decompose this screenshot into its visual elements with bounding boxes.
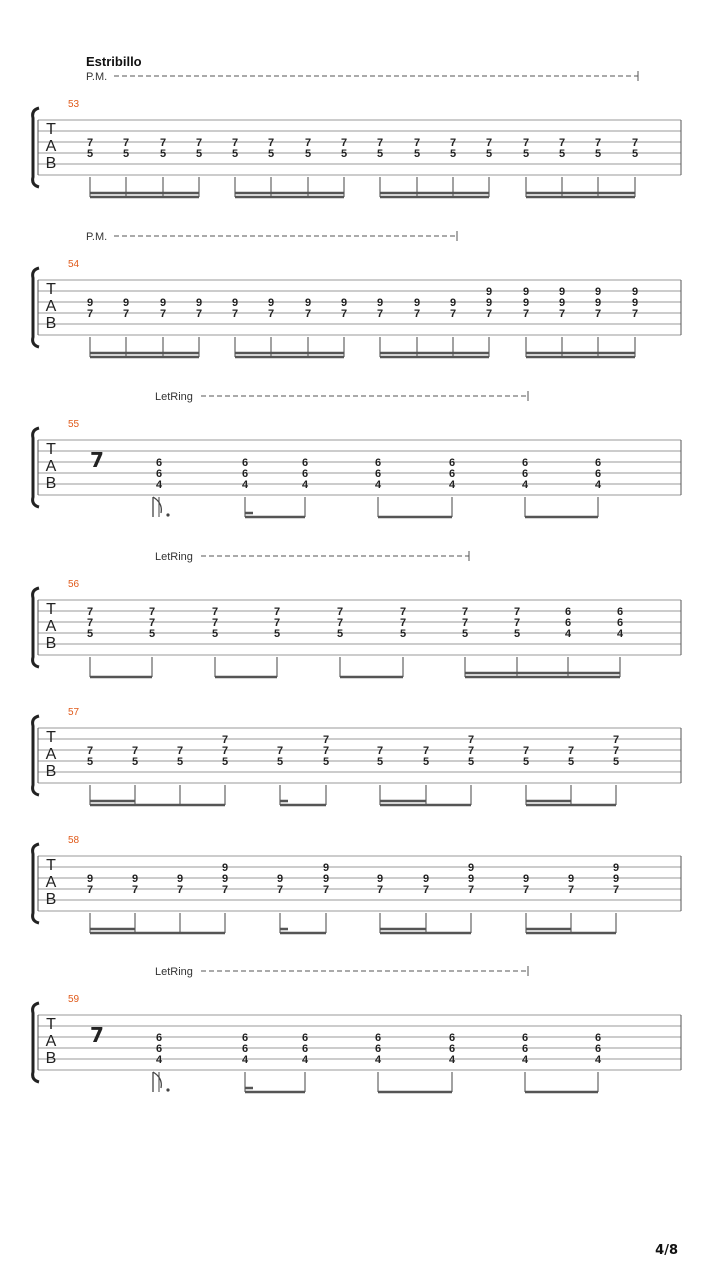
fret-number: 7 — [413, 308, 421, 320]
fret-number: 9 — [612, 873, 620, 885]
fret-number: 7 — [485, 308, 493, 320]
let-ring-label: LetRing — [155, 391, 193, 403]
tab-system-59 — [33, 966, 681, 1092]
fret-number: 6 — [521, 1043, 529, 1055]
fret-number: 7 — [522, 884, 530, 896]
fret-number: 7 — [422, 745, 430, 757]
fret-number: 6 — [301, 1043, 309, 1055]
fret-number: 6 — [448, 457, 456, 469]
tab-system-57 — [33, 707, 681, 805]
fret-number: 6 — [448, 1032, 456, 1044]
tab-clef-letter: T — [46, 729, 56, 746]
fret-number: 5 — [122, 148, 130, 160]
fret-number: 6 — [374, 1032, 382, 1044]
fret-number: 9 — [304, 297, 312, 309]
fret-number: 7 — [131, 745, 139, 757]
fret-number: 9 — [221, 873, 229, 885]
fret-number: 7 — [376, 137, 384, 149]
fret-number: 7 — [522, 745, 530, 757]
fret-number: 6 — [241, 457, 249, 469]
fret-number: 7 — [461, 606, 469, 618]
fret-number: 4 — [374, 479, 382, 491]
fret-number: 7 — [513, 617, 521, 629]
tab-system-56 — [33, 551, 681, 677]
fret-number: 9 — [449, 297, 457, 309]
let-ring-label: LetRing — [155, 551, 193, 563]
fret-number: 5 — [612, 756, 620, 768]
tab-clef-letter: A — [45, 458, 57, 475]
fret-number: 5 — [267, 148, 275, 160]
fret-number: 9 — [231, 297, 239, 309]
fret-number: 5 — [449, 148, 457, 160]
fret-number: 7 — [221, 745, 229, 757]
fret-number: 9 — [485, 297, 493, 309]
fret-number: 7 — [422, 884, 430, 896]
fret-number: 7 — [221, 734, 229, 746]
fret-number: 6 — [241, 468, 249, 480]
fret-number: 7 — [86, 617, 94, 629]
fret-number: 5 — [513, 628, 521, 640]
tab-clef-letter: T — [46, 601, 56, 618]
fret-number: 7 — [467, 884, 475, 896]
fret-number: 7 — [631, 137, 639, 149]
fret-number: 9 — [340, 297, 348, 309]
fret-number: 5 — [567, 756, 575, 768]
fret-number: 9 — [522, 286, 530, 298]
palm-mute-label: P.M. — [86, 231, 108, 243]
fret-number: 7 — [467, 734, 475, 746]
fret-number: 7 — [631, 308, 639, 320]
fret-number: 7 — [86, 606, 94, 618]
fret-number: 9 — [122, 297, 130, 309]
fret-number: 9 — [631, 297, 639, 309]
fret-number: 9 — [195, 297, 203, 309]
duration-dot — [166, 513, 169, 516]
measure-number: 53 — [68, 99, 80, 110]
tab-clef-letter: T — [46, 121, 56, 138]
fret-number: 9 — [558, 297, 566, 309]
fret-number: 4 — [616, 628, 624, 640]
fret-number: 6 — [564, 606, 572, 618]
fret-number: 7 — [273, 617, 281, 629]
fret-number: 7 — [159, 308, 167, 320]
fret-number: 6 — [374, 457, 382, 469]
fret-number: 7 — [340, 308, 348, 320]
fret-number: 7 — [558, 308, 566, 320]
fret-number: 6 — [155, 1043, 163, 1055]
fret-number: 5 — [413, 148, 421, 160]
tab-clef-letter: A — [45, 874, 57, 891]
fret-number: 7 — [485, 137, 493, 149]
fret-number: 5 — [86, 148, 94, 160]
fret-number: 7 — [449, 137, 457, 149]
fret-number: 4 — [155, 1054, 163, 1066]
fret-number: 5 — [594, 148, 602, 160]
fret-number: 7 — [558, 137, 566, 149]
fret-number: 7 — [148, 617, 156, 629]
fret-number: 7 — [376, 745, 384, 757]
fret-number: 7 — [131, 884, 139, 896]
fret-number: 4 — [374, 1054, 382, 1066]
fret-number: 6 — [594, 457, 602, 469]
fret-number: 7 — [211, 617, 219, 629]
fret-number: 6 — [301, 468, 309, 480]
fret-number: 7 — [159, 137, 167, 149]
fret-number: 5 — [176, 756, 184, 768]
eighth-rest-symbol: 7 — [90, 448, 104, 472]
measure-number: 58 — [68, 835, 80, 846]
fret-number: 5 — [211, 628, 219, 640]
eighth-flag — [153, 1072, 161, 1092]
eighth-flag — [153, 497, 161, 517]
fret-number: 9 — [86, 297, 94, 309]
fret-number: 5 — [221, 756, 229, 768]
fret-number: 5 — [231, 148, 239, 160]
fret-number: 7 — [522, 308, 530, 320]
fret-number: 7 — [567, 745, 575, 757]
tab-clef-letter: A — [45, 138, 57, 155]
fret-number: 7 — [413, 137, 421, 149]
fret-number: 7 — [304, 137, 312, 149]
fret-number: 7 — [231, 137, 239, 149]
fret-number: 9 — [558, 286, 566, 298]
fret-number: 5 — [467, 756, 475, 768]
fret-number: 7 — [122, 137, 130, 149]
fret-number: 9 — [485, 286, 493, 298]
fret-number: 5 — [376, 756, 384, 768]
fret-number: 9 — [376, 297, 384, 309]
fret-number: 9 — [567, 873, 575, 885]
fret-number: 7 — [322, 734, 330, 746]
fret-number: 7 — [267, 137, 275, 149]
fret-number: 6 — [155, 457, 163, 469]
fret-number: 7 — [322, 745, 330, 757]
fret-number: 7 — [195, 137, 203, 149]
measure-number: 54 — [68, 259, 80, 270]
fret-number: 7 — [449, 308, 457, 320]
fret-number: 7 — [461, 617, 469, 629]
fret-number: 7 — [304, 308, 312, 320]
fret-number: 7 — [176, 745, 184, 757]
tab-clef-letter: T — [46, 857, 56, 874]
fret-number: 7 — [399, 617, 407, 629]
fret-number: 7 — [122, 308, 130, 320]
fret-number: 9 — [522, 297, 530, 309]
fret-number: 7 — [86, 884, 94, 896]
fret-number: 7 — [376, 308, 384, 320]
fret-number: 5 — [195, 148, 203, 160]
fret-number: 4 — [301, 1054, 309, 1066]
tab-clef-letter: A — [45, 618, 57, 635]
tab-clef-letter: B — [45, 891, 57, 908]
fret-number: 9 — [413, 297, 421, 309]
fret-number: 7 — [467, 745, 475, 757]
fret-number: 5 — [631, 148, 639, 160]
fret-number: 6 — [594, 1043, 602, 1055]
fret-number: 7 — [594, 308, 602, 320]
fret-number: 6 — [448, 468, 456, 480]
fret-number: 5 — [522, 148, 530, 160]
fret-number: 7 — [86, 745, 94, 757]
tab-system-55 — [33, 391, 681, 517]
fret-number: 9 — [131, 873, 139, 885]
fret-number: 9 — [612, 862, 620, 874]
fret-number: 9 — [159, 297, 167, 309]
fret-number: 6 — [594, 468, 602, 480]
tab-clef-letter: A — [45, 1033, 57, 1050]
fret-number: 4 — [448, 479, 456, 491]
fret-number: 5 — [558, 148, 566, 160]
tab-clef-letter: T — [46, 1016, 56, 1033]
tab-clef-letter: B — [45, 1050, 57, 1067]
section-title: Estribillo — [86, 54, 142, 69]
fret-number: 6 — [241, 1032, 249, 1044]
fret-number: 9 — [322, 862, 330, 874]
tab-clef-letter: T — [46, 441, 56, 458]
measure-number: 56 — [68, 579, 80, 590]
fret-number: 5 — [485, 148, 493, 160]
fret-number: 4 — [241, 1054, 249, 1066]
fret-number: 5 — [336, 628, 344, 640]
fret-number: 6 — [564, 617, 572, 629]
fret-number: 6 — [521, 457, 529, 469]
fret-number: 4 — [301, 479, 309, 491]
fret-number: 5 — [86, 628, 94, 640]
fret-number: 9 — [176, 873, 184, 885]
fret-number: 9 — [267, 297, 275, 309]
fret-number: 6 — [521, 468, 529, 480]
fret-number: 4 — [448, 1054, 456, 1066]
fret-number: 7 — [273, 606, 281, 618]
fret-number: 9 — [422, 873, 430, 885]
tab-clef-letter: A — [45, 746, 57, 763]
fret-number: 7 — [522, 137, 530, 149]
fret-number: 7 — [612, 745, 620, 757]
fret-number: 9 — [522, 873, 530, 885]
fret-number: 5 — [422, 756, 430, 768]
tab-clef-letter: B — [45, 315, 57, 332]
fret-number: 6 — [155, 1032, 163, 1044]
fret-number: 7 — [148, 606, 156, 618]
fret-number: 5 — [273, 628, 281, 640]
fret-number: 9 — [86, 873, 94, 885]
fret-number: 7 — [322, 884, 330, 896]
fret-number: 7 — [86, 137, 94, 149]
fret-number: 4 — [594, 479, 602, 491]
fret-number: 6 — [616, 617, 624, 629]
tab-clef-letter: T — [46, 281, 56, 298]
fret-number: 7 — [276, 745, 284, 757]
fret-number: 7 — [276, 884, 284, 896]
fret-number: 7 — [267, 308, 275, 320]
fret-number: 9 — [467, 862, 475, 874]
tab-clef-letter: B — [45, 475, 57, 492]
fret-number: 5 — [276, 756, 284, 768]
fret-number: 5 — [131, 756, 139, 768]
fret-number: 6 — [374, 468, 382, 480]
fret-number: 6 — [241, 1043, 249, 1055]
fret-number: 5 — [322, 756, 330, 768]
fret-number: 5 — [461, 628, 469, 640]
fret-number: 6 — [374, 1043, 382, 1055]
fret-number: 9 — [631, 286, 639, 298]
fret-number: 7 — [594, 137, 602, 149]
fret-number: 6 — [301, 457, 309, 469]
tab-system-53 — [33, 71, 681, 197]
fret-number: 7 — [176, 884, 184, 896]
tab-clef-letter: B — [45, 635, 57, 652]
fret-number: 6 — [594, 1032, 602, 1044]
fret-number: 6 — [616, 606, 624, 618]
fret-number: 7 — [336, 606, 344, 618]
tab-clef-letter: B — [45, 763, 57, 780]
fret-number: 6 — [301, 1032, 309, 1044]
fret-number: 4 — [155, 479, 163, 491]
fret-number: 6 — [155, 468, 163, 480]
eighth-rest-symbol: 7 — [90, 1023, 104, 1047]
tab-system-54 — [33, 231, 681, 357]
measure-number: 57 — [68, 707, 80, 718]
fret-number: 7 — [195, 308, 203, 320]
fret-number: 4 — [564, 628, 572, 640]
fret-number: 5 — [148, 628, 156, 640]
page-number: 4/8 — [655, 1243, 678, 1258]
fret-number: 9 — [221, 862, 229, 874]
tab-clef-letter: A — [45, 298, 57, 315]
fret-number: 7 — [376, 884, 384, 896]
fret-number: 5 — [399, 628, 407, 640]
fret-number: 4 — [594, 1054, 602, 1066]
fret-number: 6 — [521, 1032, 529, 1044]
fret-number: 7 — [211, 606, 219, 618]
measure-number: 55 — [68, 419, 80, 430]
fret-number: 7 — [612, 884, 620, 896]
fret-number: 7 — [399, 606, 407, 618]
fret-number: 7 — [340, 137, 348, 149]
palm-mute-label: P.M. — [86, 71, 108, 83]
tab-system-58 — [33, 835, 681, 933]
fret-number: 7 — [231, 308, 239, 320]
fret-number: 9 — [322, 873, 330, 885]
fret-number: 5 — [340, 148, 348, 160]
fret-number: 7 — [86, 308, 94, 320]
fret-number: 4 — [521, 479, 529, 491]
fret-number: 9 — [276, 873, 284, 885]
fret-number: 5 — [159, 148, 167, 160]
duration-dot — [166, 1088, 169, 1091]
fret-number: 9 — [467, 873, 475, 885]
fret-number: 5 — [304, 148, 312, 160]
fret-number: 4 — [521, 1054, 529, 1066]
fret-number: 9 — [594, 297, 602, 309]
fret-number: 7 — [336, 617, 344, 629]
measure-number: 59 — [68, 994, 80, 1005]
fret-number: 7 — [221, 884, 229, 896]
let-ring-label: LetRing — [155, 966, 193, 978]
tab-clef-letter: B — [45, 155, 57, 172]
fret-number: 5 — [86, 756, 94, 768]
fret-number: 7 — [513, 606, 521, 618]
fret-number: 7 — [567, 884, 575, 896]
fret-number: 9 — [376, 873, 384, 885]
fret-number: 7 — [612, 734, 620, 746]
fret-number: 6 — [448, 1043, 456, 1055]
fret-number: 5 — [522, 756, 530, 768]
fret-number: 4 — [241, 479, 249, 491]
fret-number: 5 — [376, 148, 384, 160]
fret-number: 9 — [594, 286, 602, 298]
